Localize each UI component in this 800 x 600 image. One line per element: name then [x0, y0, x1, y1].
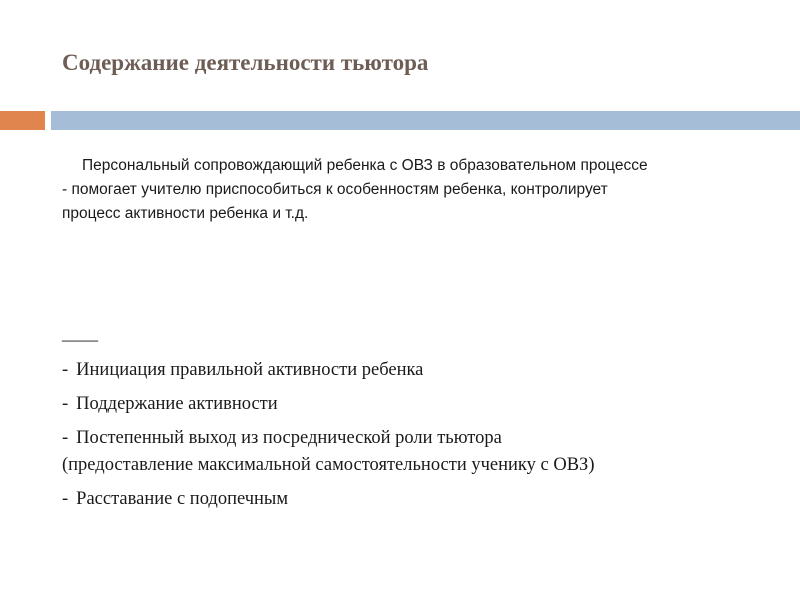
list-item	[62, 425, 782, 479]
bullet-dash: -	[62, 394, 69, 414]
intro-line: Персональный сопровождающий ребенка с ОВЗ в образовательном процессе	[82, 157, 648, 174]
list-item-text: Инициация правильной активности ребенка	[76, 360, 424, 380]
bullet-list	[62, 357, 782, 520]
list-item-text: Поддержание активности	[76, 394, 278, 414]
divider-line: ____	[62, 323, 98, 343]
bullet-dash: -	[62, 489, 69, 509]
intro-line: - помогает учителю приспособиться к особенностям ребенка, контролирует	[62, 181, 608, 198]
bullet-dash: -	[62, 428, 69, 448]
list-item	[62, 486, 782, 513]
intro-line: процесс активности ребенка и т.д.	[62, 205, 309, 222]
list-item	[62, 357, 782, 384]
accent-bar-orange	[0, 111, 45, 130]
list-item-text-continuation: (предоставление максимальной самостоятельности ученику с ОВЗ)	[62, 455, 595, 475]
list-item-text: Расставание с подопечным	[76, 489, 289, 509]
list-item-text: Постепенный выход из посреднической роли тьютора	[76, 428, 502, 448]
list-item	[62, 391, 782, 418]
bullet-dash: -	[62, 360, 69, 380]
accent-bar-blue	[51, 111, 800, 130]
intro-paragraph	[62, 154, 772, 226]
slide-title: Содержание деятельности тьютора	[62, 50, 429, 75]
